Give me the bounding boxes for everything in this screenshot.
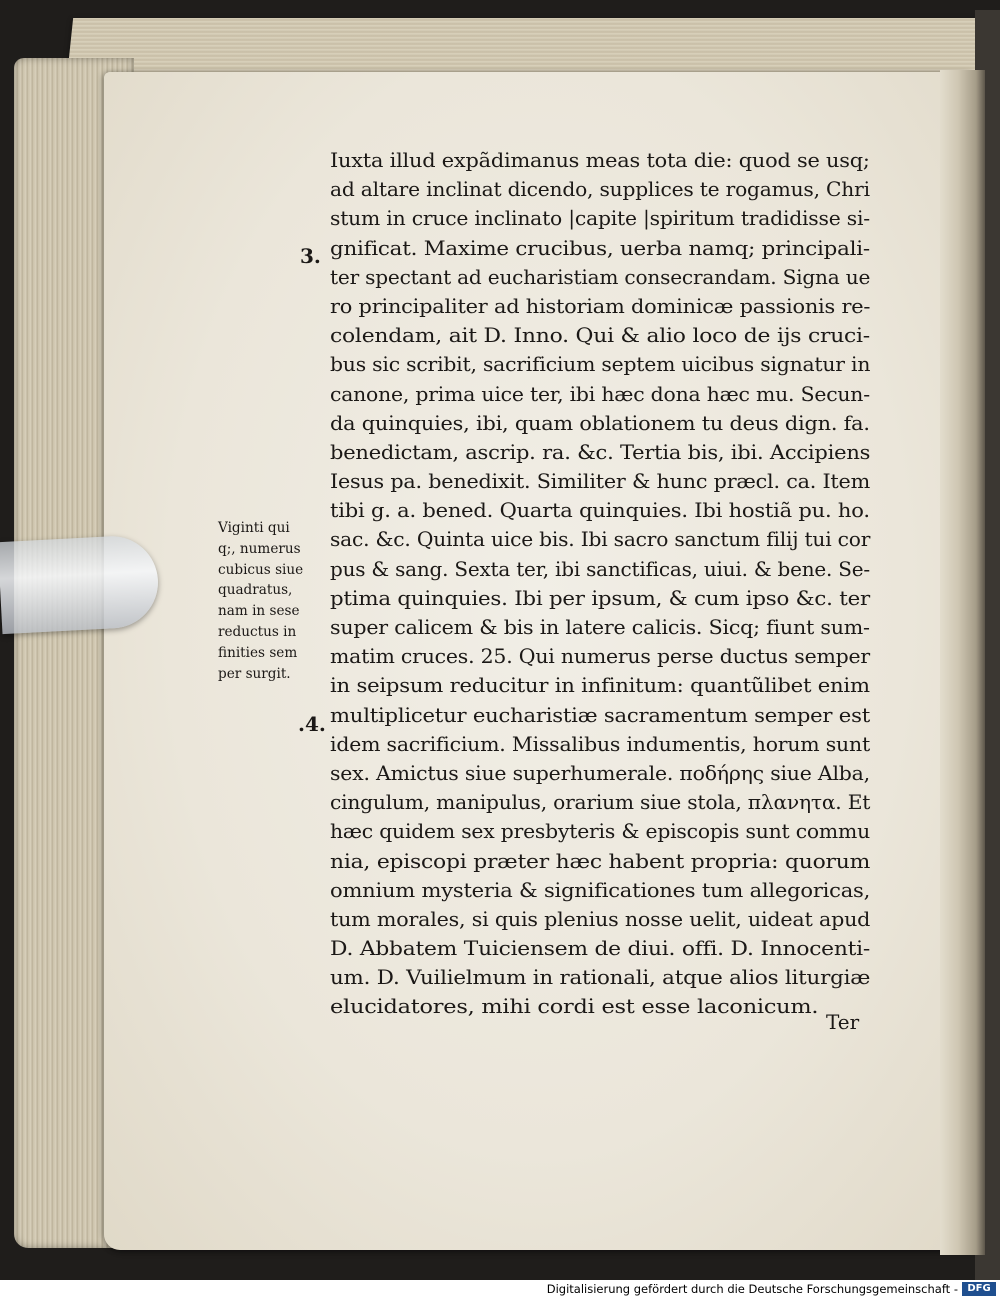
- text-line: sex. Amictus siue superhumerale. ποδήρης siue Alba,: [330, 761, 870, 785]
- text-line: idem sacrificium. Missalibus indumentis, horum sunt: [330, 732, 870, 756]
- page-clip: [0, 534, 160, 634]
- margin-note-line: q;, numerus: [218, 540, 301, 557]
- text-line: canone, prima uice ter, ibi hæc dona hæc mu. Secun-: [330, 382, 870, 406]
- text-line: um. D. Vuilielmum in rationali, atque alios liturgiæ: [330, 966, 871, 990]
- catchword: Ter: [826, 1010, 860, 1034]
- text-line: ad altare inclinat dicendo, supplices te rogamus, Chri: [330, 178, 870, 202]
- text-line: omnium mysteria & significationes tum allegoricas,: [330, 878, 871, 902]
- text-line: tibi g. a. bened. Quarta quinquies. Ibi hostiã pu. ho.: [330, 499, 870, 523]
- text-line: ter spectant ad eucharistiam consecrandam. Signa ue: [330, 265, 871, 289]
- book-top-edges: [67, 18, 998, 78]
- text-line: benedictam, ascrip. ra. &c. Tertia bis, ibi. Accipiens: [330, 440, 871, 464]
- footer-bar: [0, 1280, 1000, 1298]
- margin-note-line: cubicus siue: [218, 561, 304, 578]
- text-line: gnificat. Maxime crucibus, uerba namq; principali-: [330, 236, 870, 260]
- main-text-block: [330, 146, 875, 1022]
- text-line: pus & sang. Sexta ter, ibi sanctificas, uiui. & bene. Se-: [330, 557, 870, 581]
- text-line: sac. &c. Quinta uice bis. Ibi sacro sanctum filij tui cor: [330, 528, 871, 552]
- text-line: da quinquies, ibi, quam oblationem tu deus dign. fa.: [330, 411, 870, 435]
- text-line: colendam, ait D. Inno. Qui & alio loco de ijs cruci-: [330, 324, 870, 348]
- margin-note-line: nam in sese: [218, 603, 300, 620]
- margin-note-line: Viginti qui: [218, 520, 290, 536]
- margin-note: [218, 518, 328, 684]
- text-line: nia, episcopi præter hæc habent propria: quorum: [330, 849, 871, 873]
- text-line: elucidatores, mihi cordi est esse laconicum.: [330, 995, 819, 1019]
- margin-note-line: reductus in: [218, 623, 297, 640]
- margin-note-line: quadratus,: [218, 582, 293, 599]
- funding-credit: Digitalisierung gefördert durch die Deutsche Forschungsgemeinschaft -: [546, 1282, 958, 1296]
- section-number-3: 3.: [300, 244, 321, 268]
- dfg-logo: DFG: [962, 1282, 996, 1296]
- text-line: ptima quinquies. Ibi per ipsum, & cum ipso &c. ter: [330, 586, 870, 610]
- margin-note-line: per surgit.: [218, 665, 291, 682]
- text-line: tum morales, si quis plenius nosse uelit, uideat apud: [330, 907, 871, 931]
- section-number-4: .4.: [298, 712, 326, 736]
- text-line: matim cruces. 25. Qui numerus perse ductus semper: [330, 645, 870, 669]
- page-gutter: [940, 70, 985, 1255]
- text-line: ro principaliter ad historiam dominicæ passionis re-: [330, 294, 871, 318]
- text-line: hæc quidem sex presbyteris & episcopis sunt commu: [330, 820, 870, 844]
- text-line: stum in cruce inclinato |capite |spiritum tradidisse si-: [330, 207, 870, 231]
- text-line: multiplicetur eucharistiæ sacramentum semper est: [330, 703, 870, 727]
- text-line: in seipsum reducitur in infinitum: quantũlibet enim: [330, 674, 870, 698]
- text-line: super calicem & bis in latere calicis. Sicq; fiunt sum-: [330, 616, 870, 639]
- text-line: Iesus pa. benedixit. Similiter & hunc præcl. ca. Item: [330, 470, 871, 494]
- text-line: Iuxta illud expãdimanus meas tota die: quod se usq;: [330, 149, 870, 172]
- text-line: D. Abbatem Tuiciensem de diui. offi. D. Innocenti-: [330, 937, 871, 961]
- margin-note-line: finities sem: [218, 644, 298, 661]
- text-line: cingulum, manipulus, orarium siue stola, πλανητα. Et: [330, 791, 871, 815]
- text-line: bus sic scribit, sacrificium septem uicibus signatur in: [330, 353, 871, 377]
